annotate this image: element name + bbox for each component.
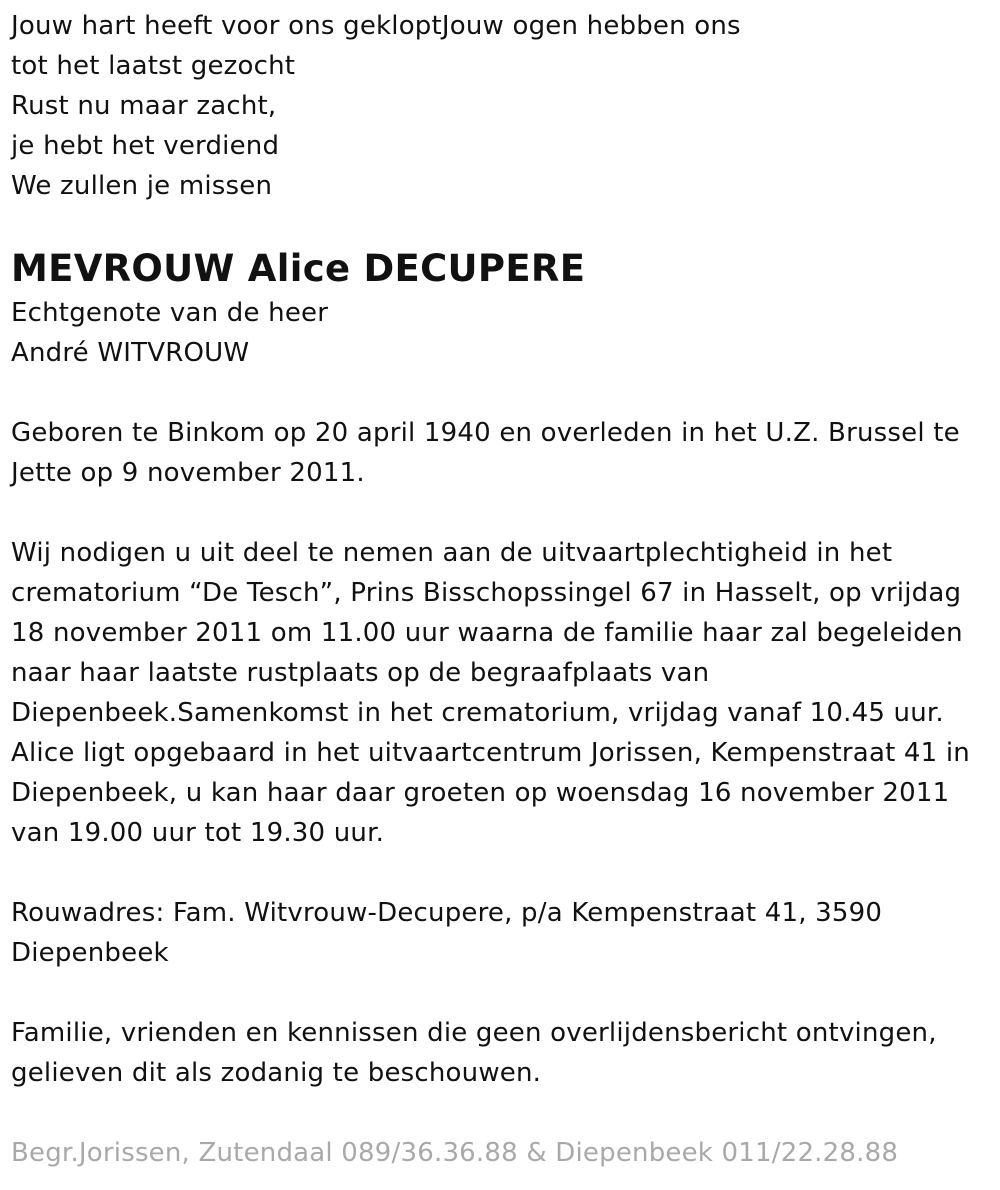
- poem-line: We zullen je missen: [11, 171, 273, 201]
- funeral-info: [11, 533, 989, 853]
- funeral-line: van 19.00 uur tot 19.30 uur.: [11, 818, 385, 848]
- funeral-line: Diepenbeek, u kan haar daar groeten op woensdag 16 november 2011: [11, 778, 950, 808]
- address-line: Diepenbeek: [11, 938, 169, 968]
- spouse-info: [11, 293, 989, 373]
- spouse-line: André WITVROUW: [11, 338, 250, 368]
- address-line: Rouwadres: Fam. Witvrouw-Decupere, p/a Kempenstraat 41, 3590: [11, 898, 883, 928]
- notice-line: Familie, vrienden en kennissen die geen overlijdensbericht ontvingen,: [11, 1018, 937, 1048]
- funeral-line: Diepenbeek.Samenkomst in het crematorium, vrijdag vanaf 10.45 uur.: [11, 698, 944, 728]
- birth-death-info: [11, 413, 989, 493]
- funeral-line: Wij nodigen u uit deel te nemen aan de uitvaartplechtigheid in het: [11, 538, 893, 568]
- poem-line: Rust nu maar zacht,: [11, 91, 277, 121]
- spouse-line: Echtgenote van de heer: [11, 298, 329, 328]
- funeral-line: Alice ligt opgebaard in het uitvaartcentrum Jorissen, Kempenstraat 41 in: [11, 738, 970, 768]
- poem: [11, 6, 989, 206]
- poem-line: Jouw hart heeft voor ons gekloptJouw ogen hebben ons: [11, 11, 741, 41]
- birth-death-line: Geboren te Binkom op 20 april 1940 en overleden in het U.Z. Brussel te: [11, 418, 960, 448]
- birth-death-line: Jette op 9 november 2011.: [11, 458, 365, 488]
- funeral-line: crematorium “De Tesch”, Prins Bisschopssingel 67 in Hasselt, op vrijdag: [11, 578, 962, 608]
- mourning-address: [11, 893, 989, 973]
- poem-line: je hebt het verdiend: [11, 131, 280, 161]
- notice: [11, 1013, 989, 1093]
- deceased-name: MEVROUW Alice DECUPERE: [11, 247, 586, 290]
- funeral-director-footer: Begr.Jorissen, Zutendaal 089/36.36.88 & Diepenbeek 011/22.28.88: [11, 1138, 899, 1168]
- poem-line: tot het laatst gezocht: [11, 51, 296, 81]
- funeral-line: naar haar laatste rustplaats op de begraafplaats van: [11, 658, 710, 688]
- funeral-line: 18 november 2011 om 11.00 uur waarna de familie haar zal begeleiden: [11, 618, 963, 648]
- notice-line: gelieven dit als zodanig te beschouwen.: [11, 1058, 542, 1088]
